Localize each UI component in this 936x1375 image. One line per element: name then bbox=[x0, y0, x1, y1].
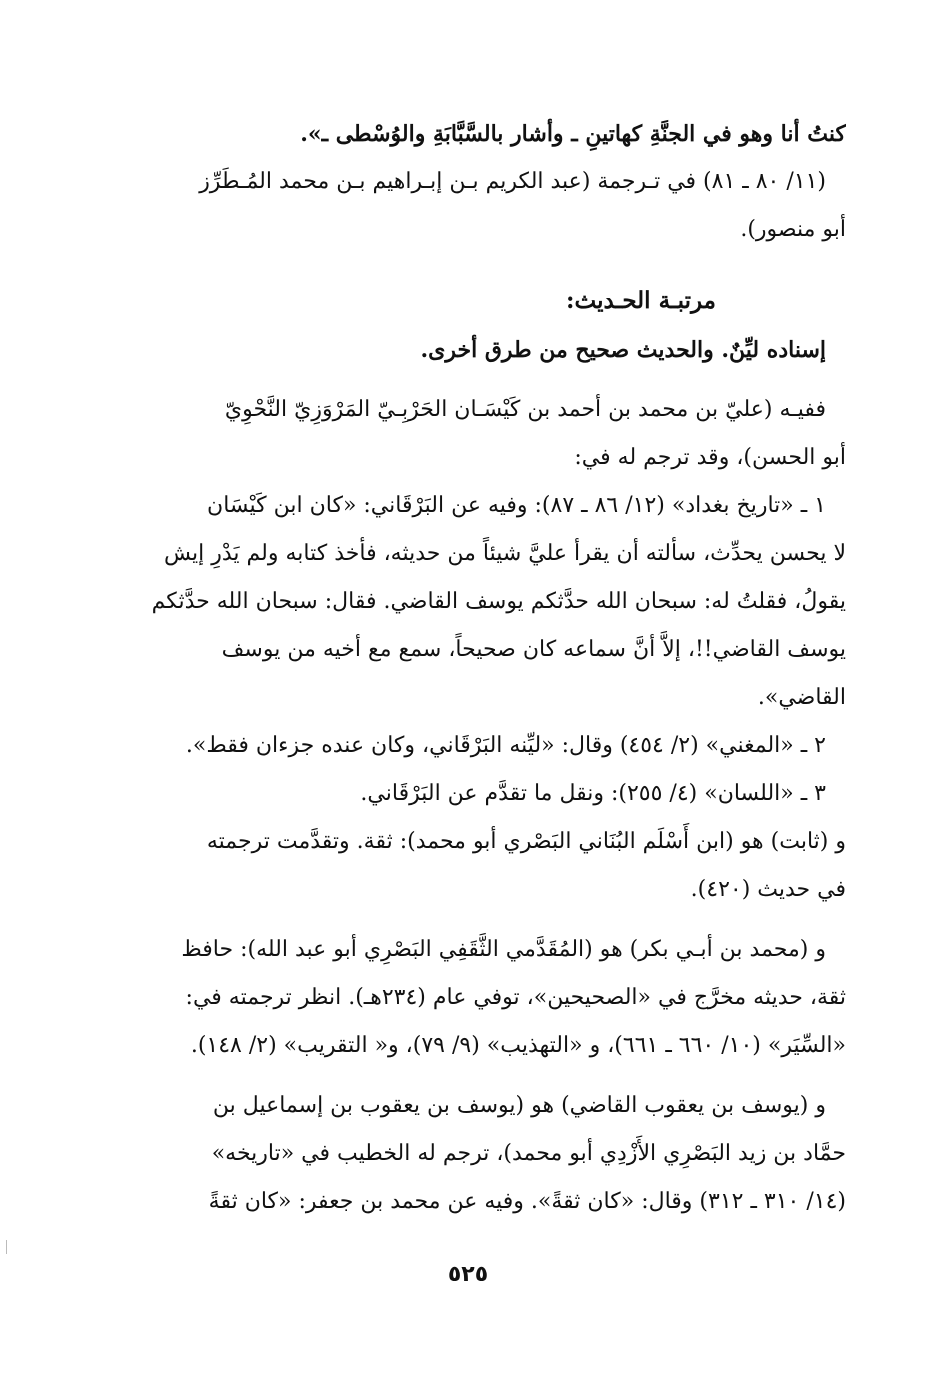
spacer bbox=[118, 914, 846, 926]
text-line: و (يوسف بن يعقوب القاضي) هو (يوسف بن يعقوب بن إسماعيل بن bbox=[212, 1093, 826, 1118]
text-line: إسناده ليِّنٌ. والحديث صحيح من طرق أخرى. bbox=[420, 337, 826, 363]
text-line: (١١/ ٨٠ ـ ٨١) في تـرجمة (عبد الكريم بـن إبـراهيم بـن محمد المُـطَرِّز bbox=[199, 169, 826, 194]
text-line: «السِّيَر» (١٠/ ٦٦٠ ـ ٦٦١)، و «التهذيب» (٩/ ٧٩)، و« التقريب» (٢/ ١٤٨). bbox=[190, 1033, 846, 1058]
text-line: كنتُ أنا وهو في الجنَّةِ كهاتينِ ـ وأشار بالسَّبَّابَةِ والوُسْطى ـ». bbox=[300, 121, 846, 147]
text-line: ٣ ـ «اللسان» (٤/ ٢٥٥): ونقل ما تقدَّم عن البَرْقَاني. bbox=[360, 781, 826, 806]
text-line: يوسف القاضي!!، إلاَّ أنَّ سماعه كان صحيحاً، سمع مع أخيه من يوسف bbox=[221, 637, 846, 662]
text-line: ٢ ـ «المغني» (٢/ ٤٥٤) وقال: «ليِّنه البَرْقَاني، وكان عنده جزءان فقط». bbox=[185, 733, 826, 758]
text-line: أبو منصور). bbox=[740, 217, 846, 242]
text-line: أبو الحسن)، وقد ترجم له في: bbox=[574, 445, 846, 470]
spacer bbox=[118, 254, 846, 276]
text-line: ثقة، حديثه مخرَّج في «الصحيحين»، توفي عام (٢٣٤هـ). انظر ترجمته في: bbox=[185, 985, 846, 1010]
text-line: حمَّاد بن زيد البَصْرِي الأَزْدِي أبو محمد)، ترجم له الخطيب في «تاريخه» bbox=[211, 1141, 846, 1166]
text-line: لا يحسن يحدِّث، سألته أن يقرأ عليَّ شيئاً من حديثه، فأخذ كتابه ولم يَدْرِ إيش bbox=[163, 541, 846, 566]
spacer bbox=[118, 374, 846, 386]
text-line: و (ثابت) هو (ابن أَسْلَم البُنَاني البَصْري أبو محمد): ثقة. وتقدَّمت ترجمته bbox=[206, 829, 846, 854]
scan-mark bbox=[6, 1240, 7, 1254]
spacer bbox=[118, 1070, 846, 1082]
text-line: ففيـه (عليّ بن محمد بن أحمد بن كَيْسَـان الحَرْبِـيّ المَرْوَزِيّ النَّحْوِيّ bbox=[224, 397, 826, 422]
text-line: القاضي». bbox=[757, 685, 846, 710]
page-number: ٥٢٥ bbox=[447, 1262, 489, 1287]
text-line: و (محمد بن أبـي بكر) هو (المُقَدَّمي الثَّقَفِي البَصْرِي أبو عبد الله): حافظ bbox=[181, 937, 826, 962]
page-body bbox=[118, 110, 846, 1226]
text-line: (١٤/ ٣١٠ ـ ٣١٢) وقال: «كان ثقةً». وفيه عن محمد بن جعفر: «كان ثقةً bbox=[208, 1189, 846, 1214]
text-line: ١ ـ «تاريخ بغداد» (١٢/ ٨٦ ـ ٨٧): وفيه عن البَرْقَاني: «كان ابن كَيْسَان bbox=[207, 493, 826, 518]
text-line: يقولُ، فقلتُ له: سبحان الله حدَّثكم يوسف القاضي. فقال: سبحان الله حدَّثكم bbox=[151, 589, 846, 614]
section-heading: مرتبـة الحـديث: bbox=[566, 287, 716, 314]
text-line: في حديث (٤٢٠). bbox=[690, 877, 846, 902]
